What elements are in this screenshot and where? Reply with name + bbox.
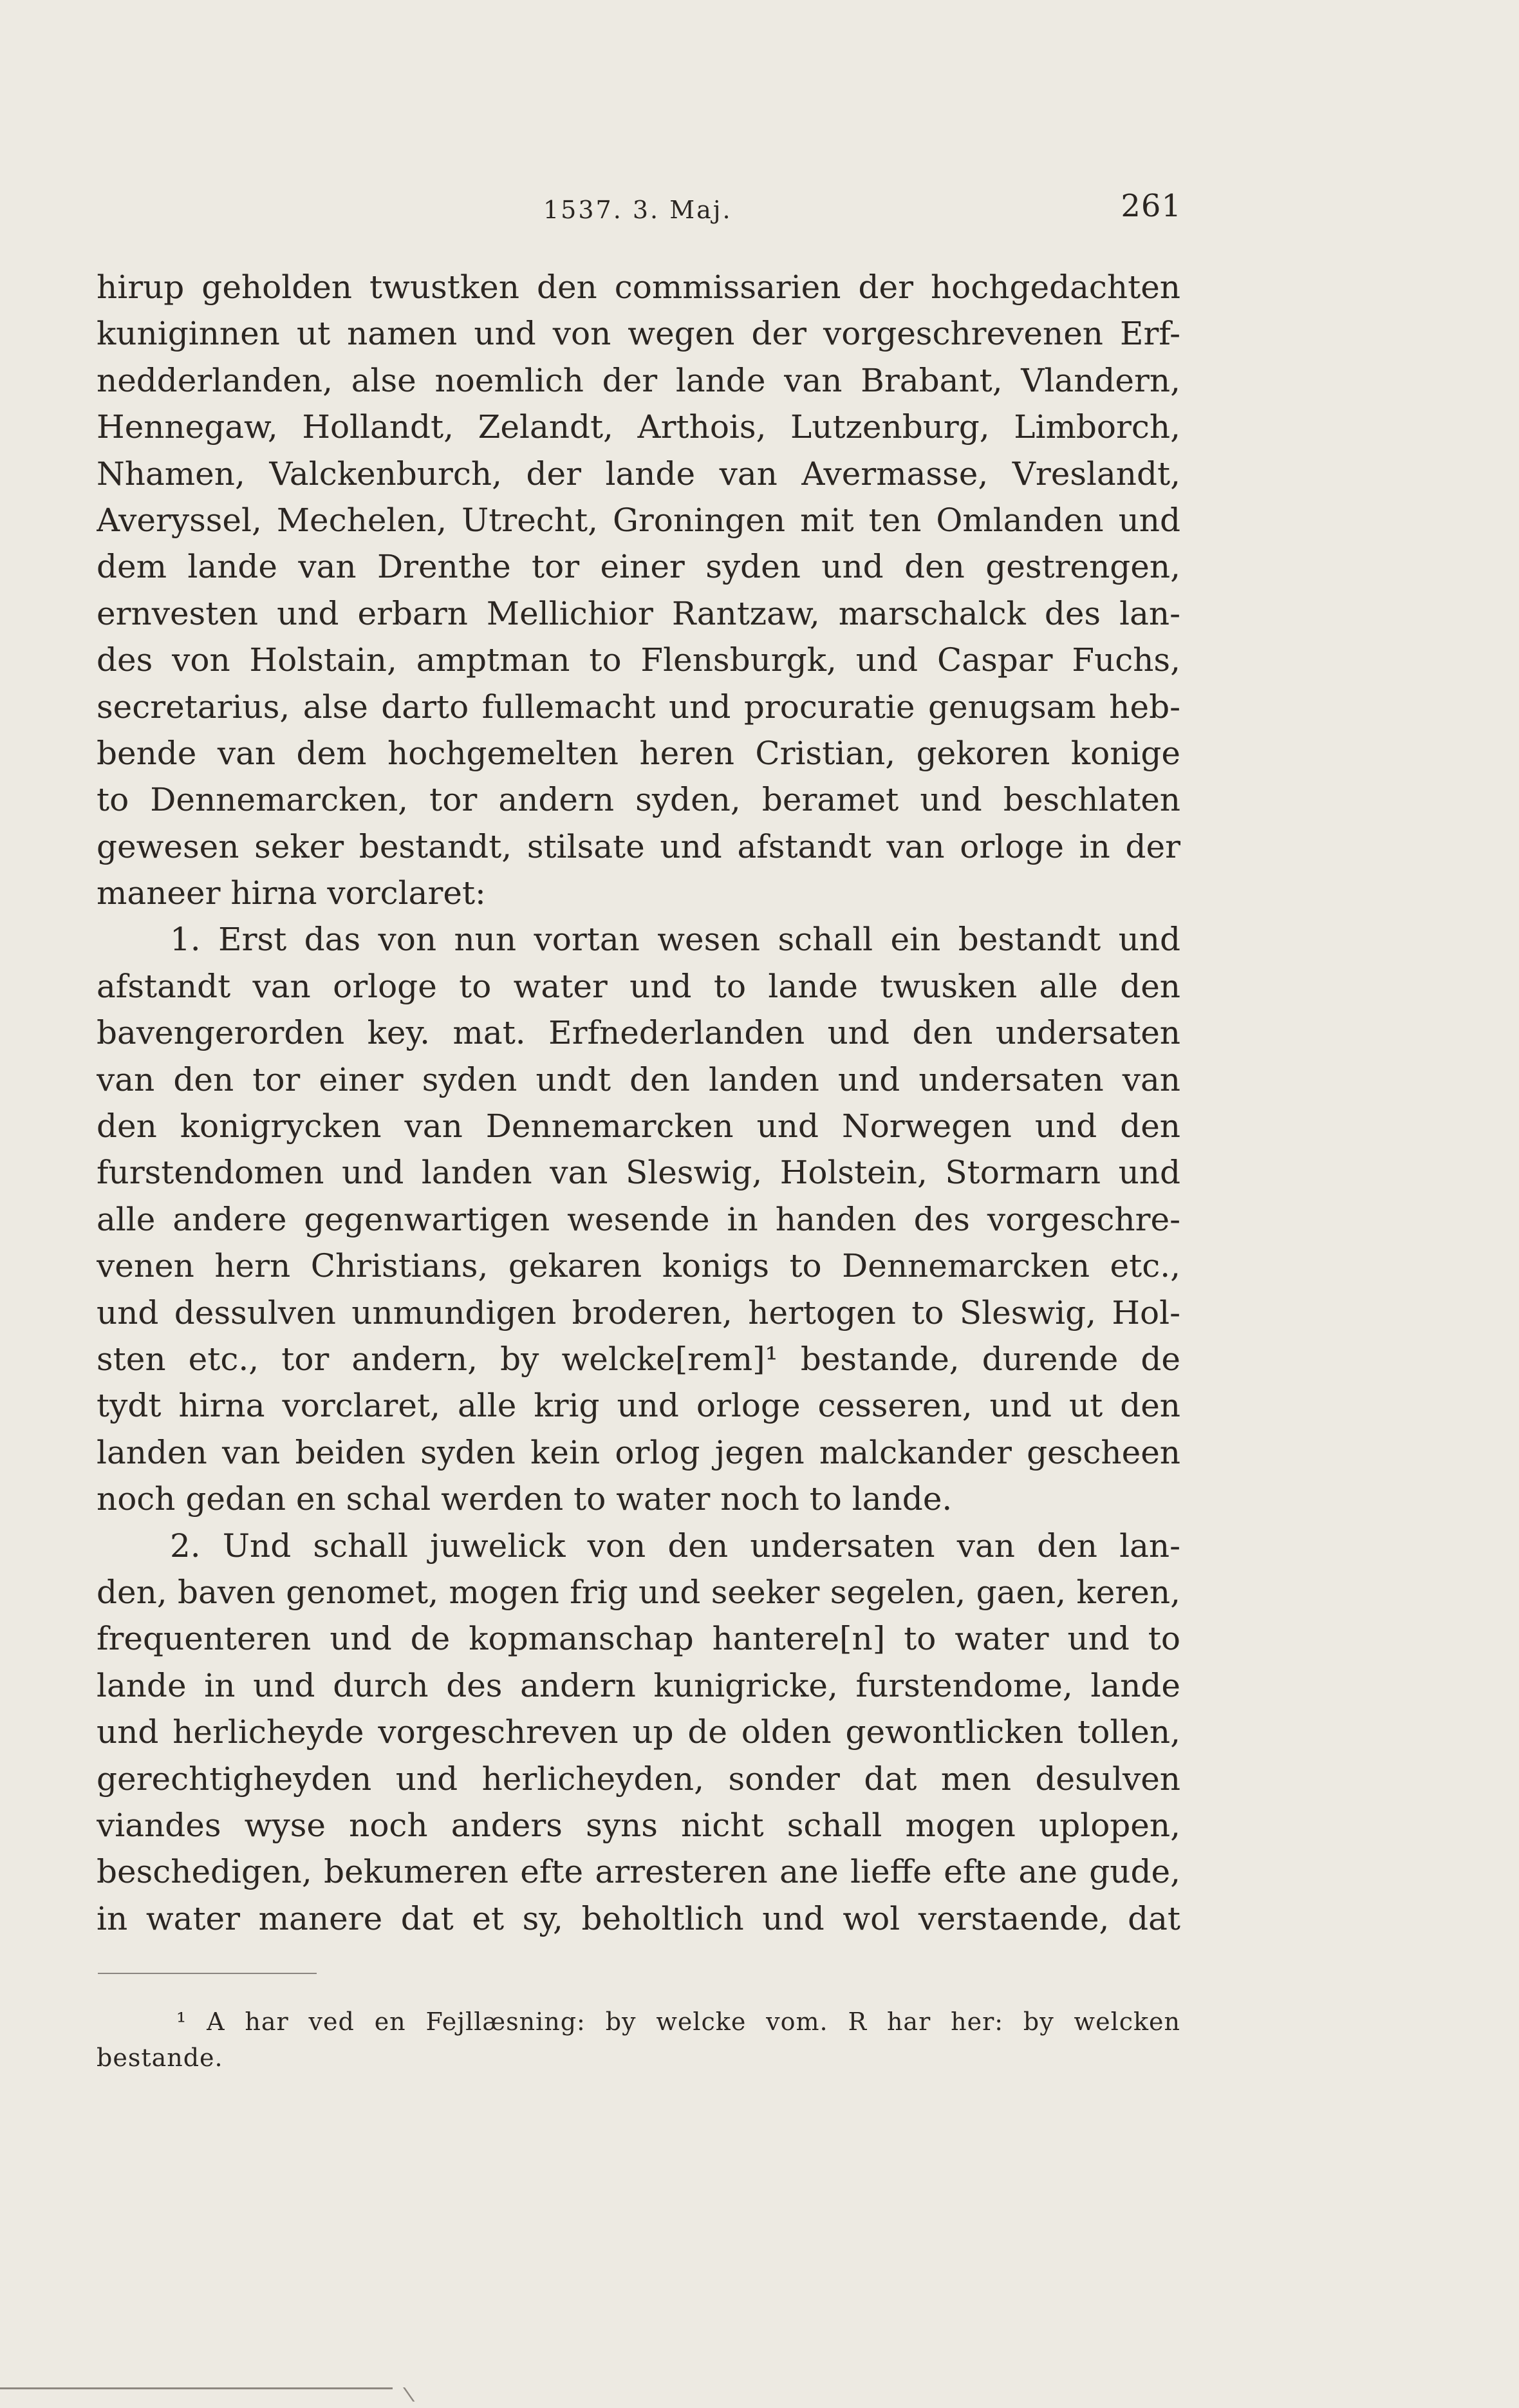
footnote-line: bestande. [97, 2044, 223, 2072]
text-line: des von Holstain, amptman to Flensburgk, und Caspar Fuchs, [97, 641, 1180, 679]
text-line: beschedigen, bekumeren efte arresteren ane lieffe efte ane gude, [97, 1853, 1180, 1891]
page-edge-line [0, 2387, 393, 2389]
page-number: 261 [1121, 188, 1182, 224]
text-line: maneer hirna vorclaret: [97, 874, 486, 912]
text-line: und herlicheyde vorgeschreven up de olden gewontlicken tollen, [97, 1713, 1180, 1751]
page-edge-tick [389, 2387, 415, 2402]
text-line: Hennegaw, Hollandt, Zelandt, Arthois, Lutzenburg, Limborch, [97, 408, 1180, 446]
text-line: dem lande van Drenthe tor einer syden und den gestrengen, [97, 548, 1180, 586]
text-line: den konigrycken van Dennemarcken und Norwegen und den [97, 1107, 1180, 1145]
text-line: gewesen seker bestandt, stilsate und afstandt van orloge in der [97, 827, 1180, 865]
text-line: viandes wyse noch anders syns nicht schall mogen uplopen, [97, 1806, 1180, 1844]
text-line: gerechtigheyden und herlicheyden, sonder dat men desulven [97, 1760, 1180, 1798]
text-line: Nhamen, Valckenburch, der lande van Avermasse, Vreslandt, [97, 455, 1180, 493]
text-line: venen hern Christians, gekaren konigs to Dennemarcken etc., [97, 1247, 1180, 1285]
text-line: sten etc., tor andern, by welcke[rem]¹ bestande, durende de [97, 1340, 1180, 1378]
text-line: in water manere dat et sy, beholtlich und wol verstaende, dat [97, 1899, 1180, 1937]
text-line: landen van beiden syden kein orlog jegen malckander gescheen [97, 1433, 1180, 1471]
text-line: furstendomen und landen van Sleswig, Holstein, Stormarn und [97, 1154, 1180, 1192]
text-line: und dessulven unmundigen broderen, hertogen to Sleswig, Hol- [97, 1293, 1180, 1331]
text-line: kuniginnen ut namen und von wegen der vorgeschrevenen Erf- [97, 315, 1180, 353]
paragraph-2-start: 2. Und schall juwelick von den undersaten van den lan- [170, 1527, 1180, 1565]
body-text [97, 264, 1180, 1942]
text-line: hirup geholden twustken den commissarien der hochgedachten [97, 268, 1180, 306]
text-line: lande in und durch des andern kunigricke, furstendome, lande [97, 1666, 1180, 1704]
text-line: ernvesten und erbarn Mellichior Rantzaw, marschalck des lan- [97, 594, 1180, 632]
text-line: bavengerorden key. mat. Erfnederlanden und den undersaten [97, 1014, 1180, 1052]
text-line: frequenteren und de kopmanschap hantere[n] to water und to [97, 1620, 1180, 1658]
text-line: van den tor einer syden undt den landen und undersaten van [97, 1060, 1180, 1098]
footnotes [97, 2004, 1180, 2076]
running-header-date: 1537. 3. Maj. [543, 196, 732, 224]
text-line: afstandt van orloge to water und to lande twusken alle den [97, 967, 1180, 1005]
text-line: to Dennemarcken, tor andern syden, beramet und beschlaten [97, 781, 1180, 819]
text-line: Averyssel, Mechelen, Utrecht, Groningen mit ten Omlanden und [97, 501, 1180, 539]
footnote-line: ¹ A har ved en Fejllæsning: by welcke vom. R har her: by welcken [176, 2008, 1180, 2036]
text-line: tydt hirna vorclaret, alle krig und orloge cesseren, und ut den [97, 1387, 1180, 1425]
text-line: noch gedan en schal werden to water noch to lande. [97, 1480, 953, 1518]
text-line: secretarius, alse darto fullemacht und procuratie genugsam heb- [97, 688, 1180, 726]
paragraph-1-start: 1. Erst das von nun vortan wesen schall ein bestandt und [170, 921, 1180, 959]
text-line: alle andere gegenwartigen wesende in handen des vorgeschre- [97, 1200, 1180, 1238]
text-line: den, baven genomet, mogen frig und seeker segelen, gaen, keren, [97, 1573, 1180, 1611]
footnote-divider [98, 1973, 317, 1974]
text-line: bende van dem hochgemelten heren Cristian, gekoren konige [97, 734, 1180, 772]
text-line: nedderlanden, alse noemlich der lande van Brabant, Vlandern, [97, 361, 1180, 399]
